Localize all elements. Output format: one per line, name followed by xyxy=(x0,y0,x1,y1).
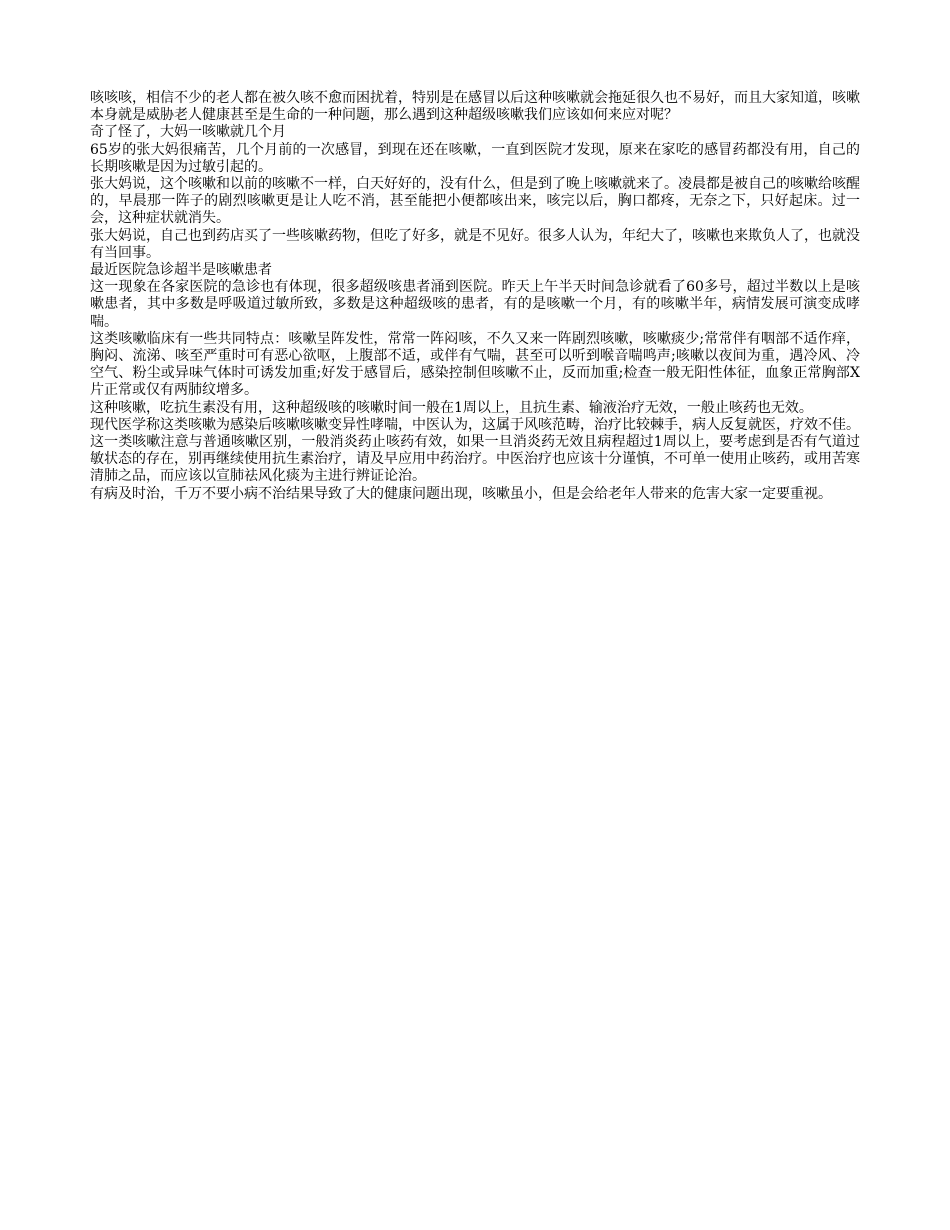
closing-paragraph: 有病及时治，千万不要小病不治结果导致了大的健康问题出现，咳嗽虽小，但是会给老年人带来的危害大家一定要重视。 xyxy=(90,485,832,502)
paragraph: 张大妈说，这个咳嗽和以前的咳嗽不一样，白天好好的，没有什么，但是到了晚上咳嗽就来了。凌晨都是被自己的咳嗽给咳醒的，早晨那一阵子的剧烈咳嗽更是让人吃不消，甚至能把小便都咳出来，咳完以后，胸口都疼，无奈之下，只好起床。过一会，这种症状就消失。 xyxy=(90,176,860,227)
paragraph: 这种咳嗽，吃抗生素没有用，这种超级咳的咳嗽时间一般在1周以上，且抗生素、输液治疗无效，一般止咳药也无效。 xyxy=(90,399,813,416)
paragraph: 这一现象在各家医院的急诊也有体现，很多超级咳患者涌到医院。昨天上午半天时间急诊就看了60多号，超过半数以上是咳嗽患者，其中多数是呼吸道过敏所致，多数是这种超级咳的患者，有的是咳嗽一个月，有的咳嗽半年，病情发展可演变成哮喘。 xyxy=(90,279,860,330)
paragraph: 这类咳嗽临床有一些共同特点：咳嗽呈阵发性，常常一阵闷咳，不久又来一阵剧烈咳嗽，咳嗽痰少;常常伴有咽部不适作痒，胸闷、流涕、咳至严重时可有恶心欲呕，上腹部不适，或伴有气喘，甚至可以听到喉音喘鸣声;咳嗽以夜间为重，遇冷风、冷空气、粉尘或异味气体时可诱发加重;好发于感冒后，感染控制但咳嗽不止，反而加重;检查一般无阳性体征，血象正常胸部X片正常或仅有两肺纹增多。 xyxy=(90,330,860,399)
paragraph: 张大妈说，自己也到药店买了一些咳嗽药物，但吃了好多，就是不见好。很多人认为，年纪大了，咳嗽也来欺负人了，也就没有当回事。 xyxy=(90,227,860,261)
paragraph: 65岁的张大妈很痛苦，几个月前的一次感冒，到现在还在咳嗽，一直到医院才发现，原来在家吃的感冒药都没有用，自己的长期咳嗽是因为过敏引起的。 xyxy=(90,141,860,175)
paragraph: 现代医学称这类咳嗽为感染后咳嗽咳嗽变异性哮喘，中医认为，这属于风咳范畴，治疗比较棘手，病人反复就医，疗效不佳。这一类咳嗽注意与普通咳嗽区别，一般消炎药止咳药有效，如果一旦消炎药无效且病程超过1周以上，要考虑到是否有气道过敏状态的存在，别再继续使用抗生素治疗，请及早应用中药治疗。中医治疗也应该十分谨慎，不可单一使用止咳药，或用苦寒清肺之品，而应该以宣肺祛风化痰为主进行辨证论治。 xyxy=(90,416,860,485)
section-heading: 奇了怪了，大妈一咳嗽就几个月 xyxy=(90,124,286,141)
section-heading: 最近医院急诊超半是咳嗽患者 xyxy=(90,262,272,279)
article-body xyxy=(90,90,860,503)
intro-paragraph: 咳咳咳，相信不少的老人都在被久咳不愈而困扰着，特别是在感冒以后这种咳嗽就会拖延很久也不易好，而且大家知道，咳嗽本身就是威胁老人健康甚至是生命的一种问题，那么遇到这种超级咳嗽我们应该如何来应对呢？ xyxy=(90,90,860,124)
